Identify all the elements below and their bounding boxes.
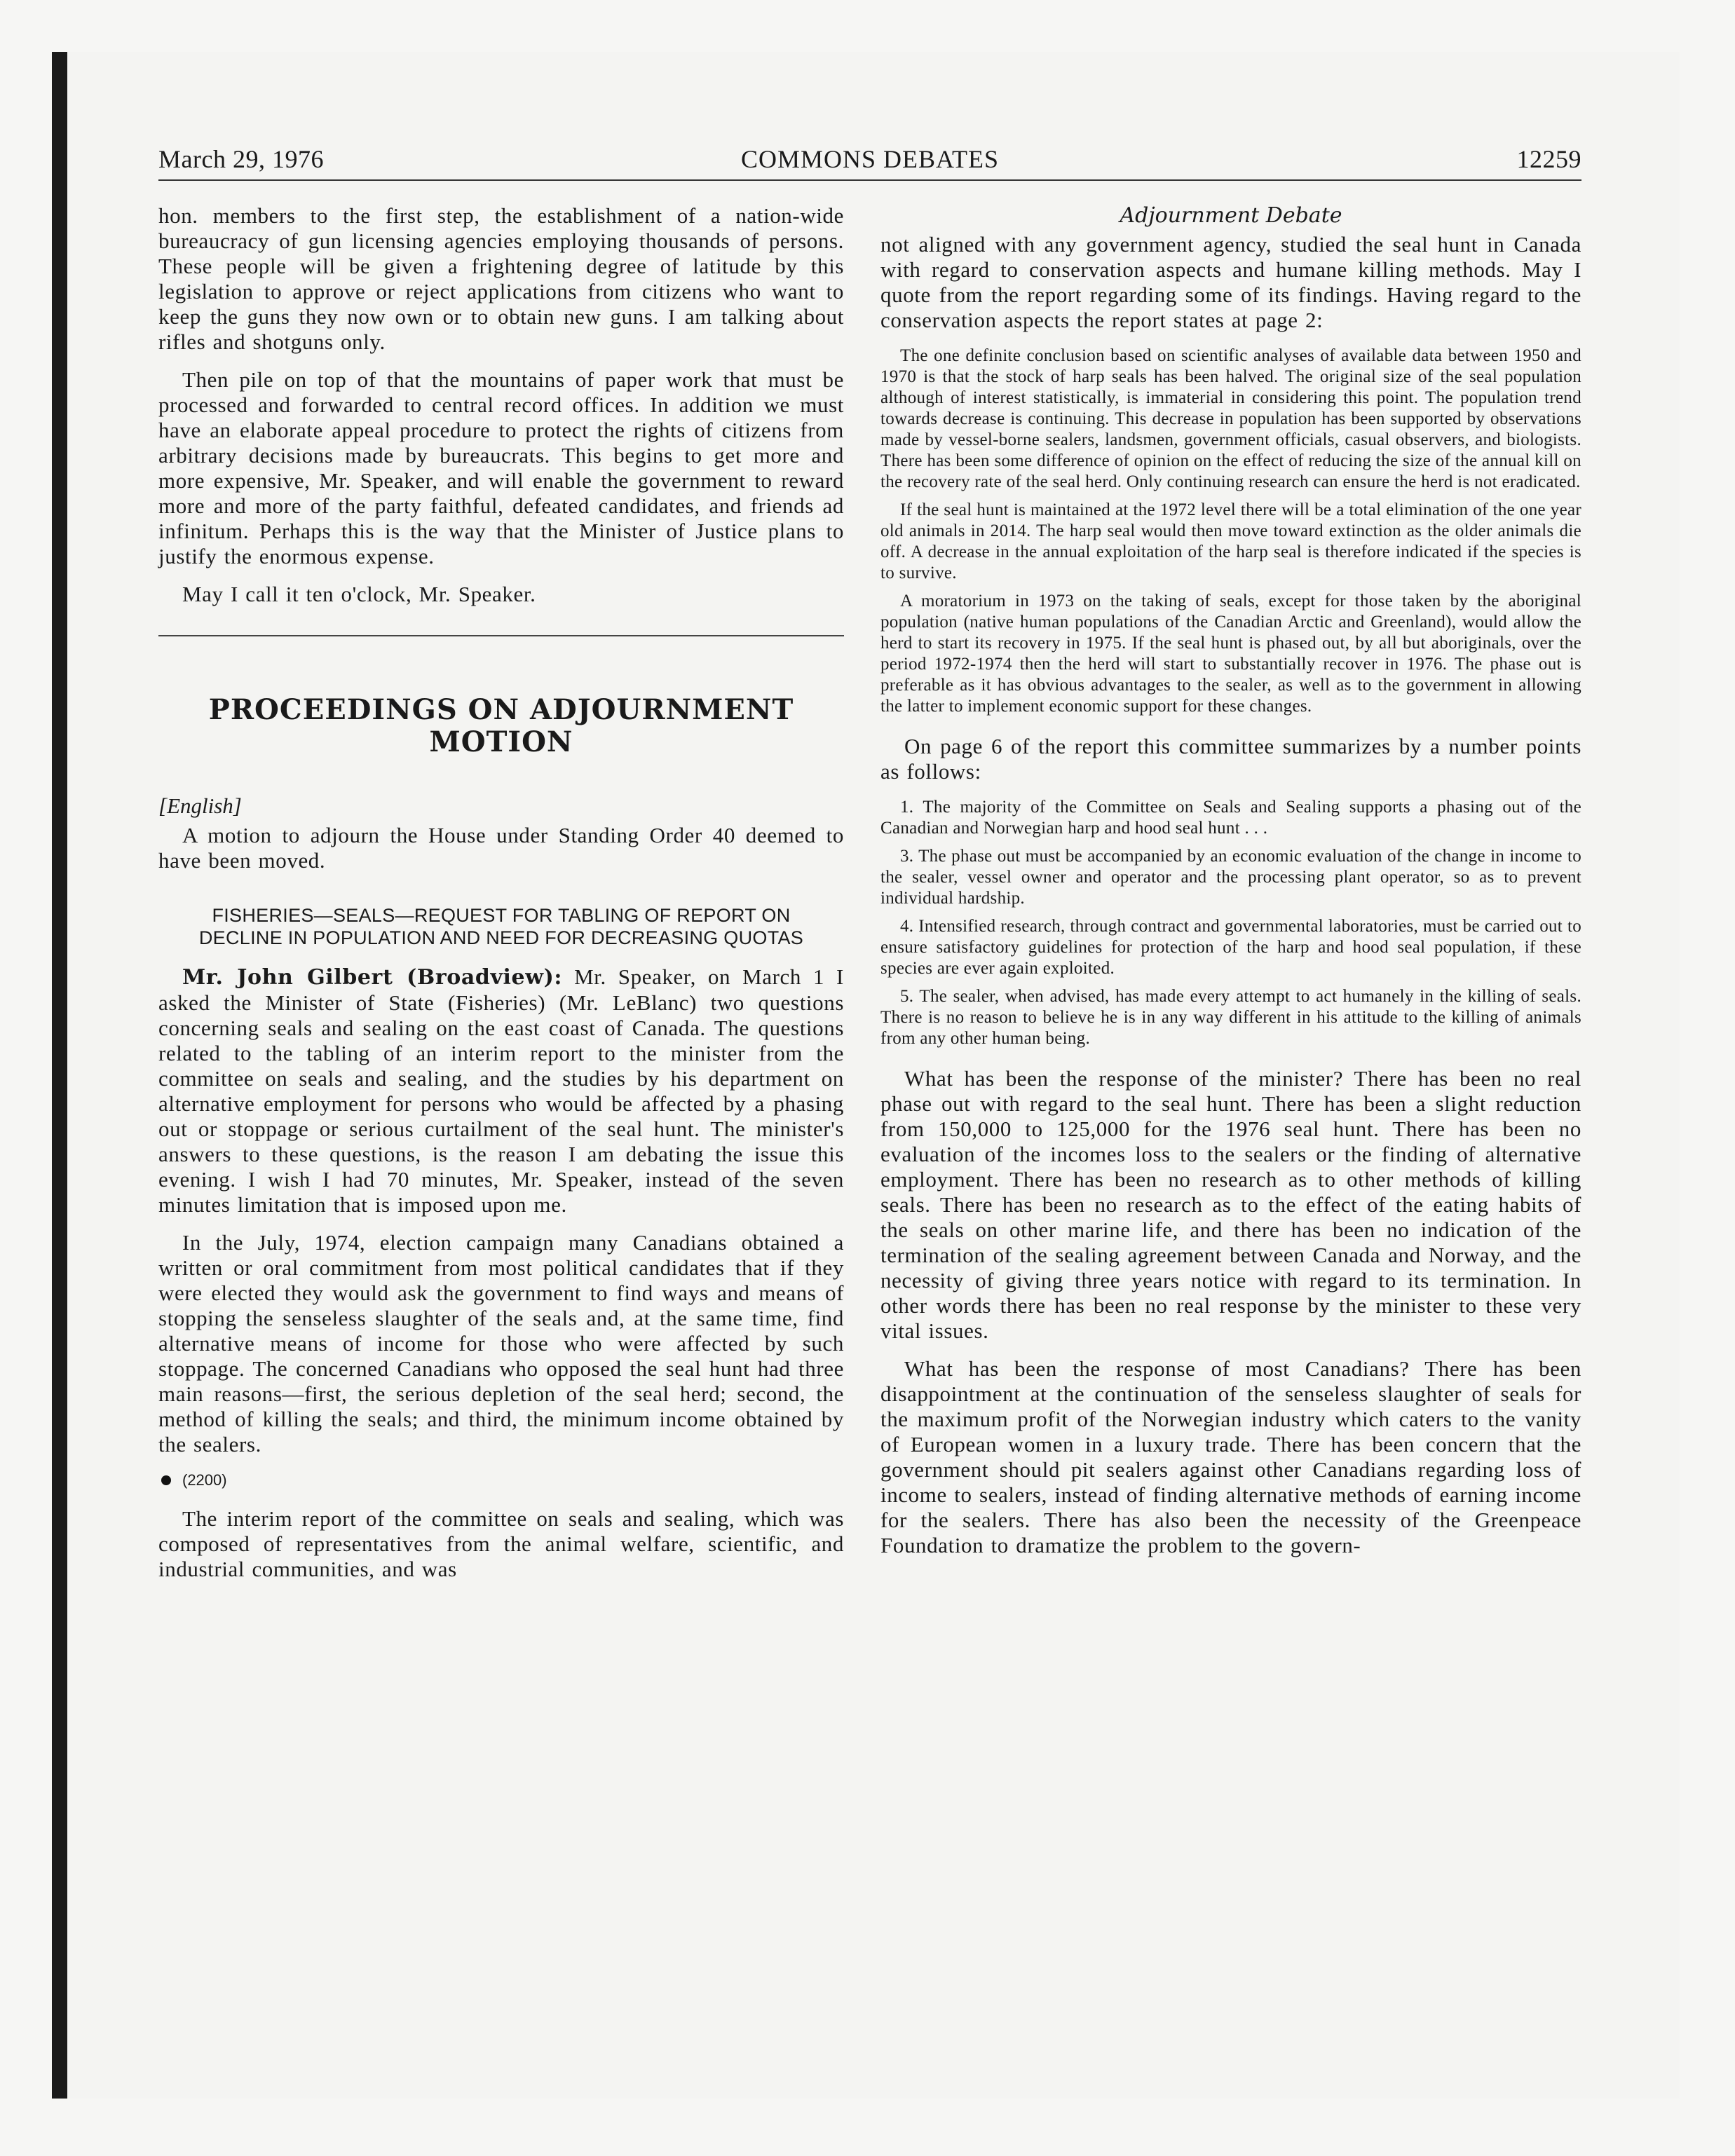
quote-paragraph: A moratorium in 1973 on the taking of seals, except for those taken by the aboriginal population (native human populations of the Canadian Arctic and Greenland), would allow the herd to start its recovery in 1975. If the seal hunt is phased out, by all but aboriginals, over the period 1972-1974 then the herd will start to substantially recover in 1976. The phase out is preferable as it has obvious advantages to the sealer, as well as to the government in allowing the latter to implement economic support for these changes.	[880, 592, 1581, 716]
quote-paragraph: If the seal hunt is maintained at the 1972 level there will be a total elimination of the one year old animals in 2014. The harp seal would then move toward extinction as the older animals die off. A decrease in the annual exploitation of the harp seal is therefore indicated if the species is to survive.	[880, 500, 1581, 582]
right-column	[880, 203, 1581, 1571]
paragraph: What has been the response of the minister? There has been no real phase out with regard to the seal hunt. There has been a slight reduction from 150,000 to 125,000 for the 1976 seal hunt. There has been no evaluation of the incomes loss to the sealers or the finding of alternative employment. There has been no research as to other methods of killing seals. There has been no research as to the effect of the eating habits of the seals on other marine life, and there has been no indication of the termination of the sealing agreement between Canada and Norway, and the necessity of giving three years notice with regard to its termination. In other words there has been no real response by the minister to these very vital issues.	[880, 1066, 1581, 1343]
quote-paragraph: The one definite conclusion based on scientific analyses of available data between 1950 and 1970 is that the stock of harp seals has been halved. The original size of the seal population although of interest statistically, is immaterial in considering this point. The population trend towards decrease is continuing. This decrease in population has been supported by observations made by vessel-borne sealers, landsmen, government officials, casual observers, and biologists. There has been some difference of opinion on the effect of reducing the size of the annual kill on the recovery rate of the seal herd. Only continuing research can ensure the herd is not eradicated.	[880, 346, 1581, 491]
paragraph: In the July, 1974, election campaign many Canadians obtained a written or oral commitment from most political candidates that if they were elected they would ask the government to find ways and means of stopping the senseless slaughter of the seals and, at the same time, find alternative means of income for those who were affected by such stoppage. The concerned Canadians who opposed the seal hunt had three main reasons—first, the serious depletion of the seal herd; second, the method of killing the seals; and third, the minimum income obtained by the sealers.	[158, 1230, 844, 1456]
paragraph: On page 6 of the report this committee summarizes by a number points as follows:	[880, 734, 1581, 784]
speaker-paragraph	[158, 964, 844, 1217]
paragraph: hon. members to the first step, the establishment of a nation-wide bureaucracy of gun licensing agencies employing thousands of persons. These people will be given a frightening degree of latitude by this legislation to approve or reject applications from citizens who want to keep the guns they now own or to obtain new guns. I am talking about rifles and shotguns only.	[158, 203, 844, 354]
header-date: March 29, 1976	[158, 145, 324, 173]
page-header	[158, 144, 1581, 184]
quote-item: 3. The phase out must be accompanied by an economic evaluation of the change in income to the sealer, vessel owner and operator and the processing plant operator, so as to prevent individual hardship.	[880, 847, 1581, 908]
left-column	[158, 203, 844, 1595]
quote-item: 1. The majority of the Committee on Seals and Sealing supports a phasing out of the Canadian and Norwegian harp and hood seal hunt . . .	[880, 798, 1581, 838]
page-number: 12259	[1516, 145, 1581, 173]
timestamp	[161, 1471, 844, 1489]
speaker-text: Mr. Speaker, on March 1 I asked the Minister of State (Fisheries) (Mr. LeBlanc) two questions concerning seals and sealing on the east coast of Canada. The questions related to the tabling of an interim report to the minister from the committee on seals and sealing, and the studies by his department on alternative employment for persons who would be affected by a phasing out or stoppage or serious curtailment of the seal hunt. The minister's answers to these questions, is the reason I am debating the issue this evening. I wish I had 70 minutes, Mr. Speaker, instead of the seven minutes limitation that is imposed upon me.	[158, 964, 844, 1217]
paragraph: May I call it ten o'clock, Mr. Speaker.	[182, 582, 536, 606]
paragraph: not aligned with any government agency, studied the seal hunt in Canada with regard to conservation aspects and humane killing methods. May I quote from the report regarding some of its findings. Having regard to the conservation aspects the report states at page 2:	[880, 232, 1581, 332]
bullet-icon	[161, 1475, 171, 1485]
running-head: Adjournment Debate	[1120, 203, 1342, 228]
timestamp-text: (2200)	[182, 1471, 227, 1489]
quote-item: 4. Intensified research, through contract and governmental laboratories, must be carried out to ensure satisfactory guidelines for protection of the harp and hood seal population, if these species are ever again exploited.	[880, 917, 1581, 978]
header-rule	[158, 179, 1581, 181]
paragraph: What has been the response of most Canadians? There has been disappointment at the continuation of the senseless slaughter of seals for the maximum profit of the Norwegian industry which caters to the vanity of European women in a luxury trade. There has been concern that the government should pit sealers against other Canadians regarding loss of income to sealers, instead of finding alternative methods of earning income for the sealers. There has also been the necessity of the Greenpeace Foundation to dramatize the problem to the govern-	[880, 1356, 1581, 1557]
scan-edge	[52, 52, 67, 2099]
header-title: COMMONS DEBATES	[740, 145, 1000, 173]
sub-heading: FISHERIES—SEALS—REQUEST FOR TABLING OF REPORT ON DECLINE IN POPULATION AND NEED FOR DECREASING QUOTAS	[198, 905, 804, 948]
motion-text: A motion to adjourn the House under Standing Order 40 deemed to have been moved.	[158, 823, 844, 873]
paragraph: The interim report of the committee on seals and sealing, which was composed of representatives from the animal welfare, scientific, and industrial communities, and was	[158, 1506, 844, 1581]
paragraph: Then pile on top of that the mountains of paper work that must be processed and forwarded to central record offices. In addition we must have an elaborate appeal procedure to protect the rights of citizens from arbitrary decisions made by bureaucrats. This begins to get more and more expensive, Mr. Speaker, and will enable the government to reward more and more of the party faithful, defeated candidates, and friends ad infinitum. Perhaps this is the way that the Minister of Justice plans to justify the enormous expense.	[158, 367, 844, 568]
section-heading: PROCEEDINGS ON ADJOURNMENT MOTION	[208, 693, 794, 758]
speaker-name: Mr. John Gilbert (Broadview):	[182, 965, 563, 990]
quote-item: 5. The sealer, when advised, has made every attempt to act humanely in the killing of seals. There is no reason to believe he is in any way different in his attitude to the killing of animals from any other human being.	[880, 987, 1581, 1048]
section-divider	[158, 635, 844, 636]
language-tag: [English]	[158, 793, 242, 818]
